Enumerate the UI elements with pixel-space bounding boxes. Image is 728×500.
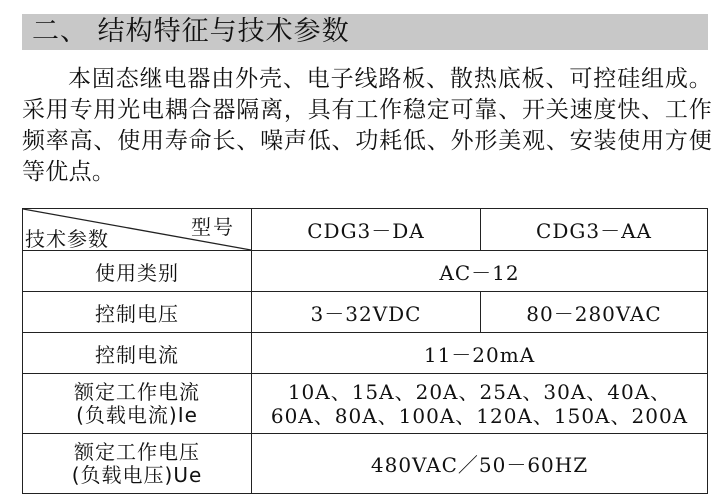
- param-label: 技术参数: [25, 227, 109, 251]
- model-label: 型号: [191, 215, 235, 239]
- spec-table: [22, 208, 708, 494]
- control-current-label: 控制电流: [23, 333, 252, 374]
- table-row: [23, 292, 708, 333]
- rated-current-value-line1: 10A、15A、20A、25A、30A、40A、: [287, 379, 672, 404]
- category-label: 使用类别: [23, 251, 252, 292]
- rated-current-label: [23, 374, 252, 434]
- section-header: [22, 14, 708, 50]
- rated-current-label-line2: (负载电流)Ie: [76, 402, 198, 427]
- rated-current-label-line1: 额定工作电流: [74, 379, 200, 404]
- section-title: 二、 结构特征与技术参数: [32, 16, 350, 47]
- control-voltage-label: 控制电压: [23, 292, 252, 333]
- control-current-value: 11－20mA: [252, 333, 708, 374]
- table-row: [23, 251, 708, 292]
- category-value: AC－12: [252, 251, 708, 292]
- table-row: [23, 434, 708, 494]
- table-row: [23, 333, 708, 374]
- control-voltage-da: 3－32VDC: [252, 292, 481, 333]
- model-da-header: CDG3－DA: [252, 209, 481, 251]
- intro-paragraph: 本固态继电器由外壳、电子线路板、散热底板、可控硅组成。采用专用光电耦合器隔离，具有工作稳定可靠、开关速度快、工作频率高、使用寿命长、噪声低、功耗低、外形美观、安装使用方便等优点。: [22, 66, 712, 185]
- intro-text: [22, 64, 712, 188]
- rated-voltage-value: 480VAC／50－60HZ: [252, 434, 708, 494]
- rated-voltage-label: [23, 434, 252, 494]
- rated-voltage-label-line2: (负载电压)Ue: [71, 462, 203, 487]
- rated-current-value-line2: 60A、80A、100A、120A、150A、200A: [270, 403, 689, 428]
- diagonal-header-cell: [23, 209, 252, 251]
- control-voltage-aa: 80－280VAC: [481, 292, 708, 333]
- model-aa-header: CDG3－AA: [481, 209, 708, 251]
- rated-current-value: [252, 374, 708, 434]
- table-row: [23, 374, 708, 434]
- rated-voltage-label-line1: 额定工作电压: [74, 439, 200, 464]
- table-header-row: [23, 209, 708, 251]
